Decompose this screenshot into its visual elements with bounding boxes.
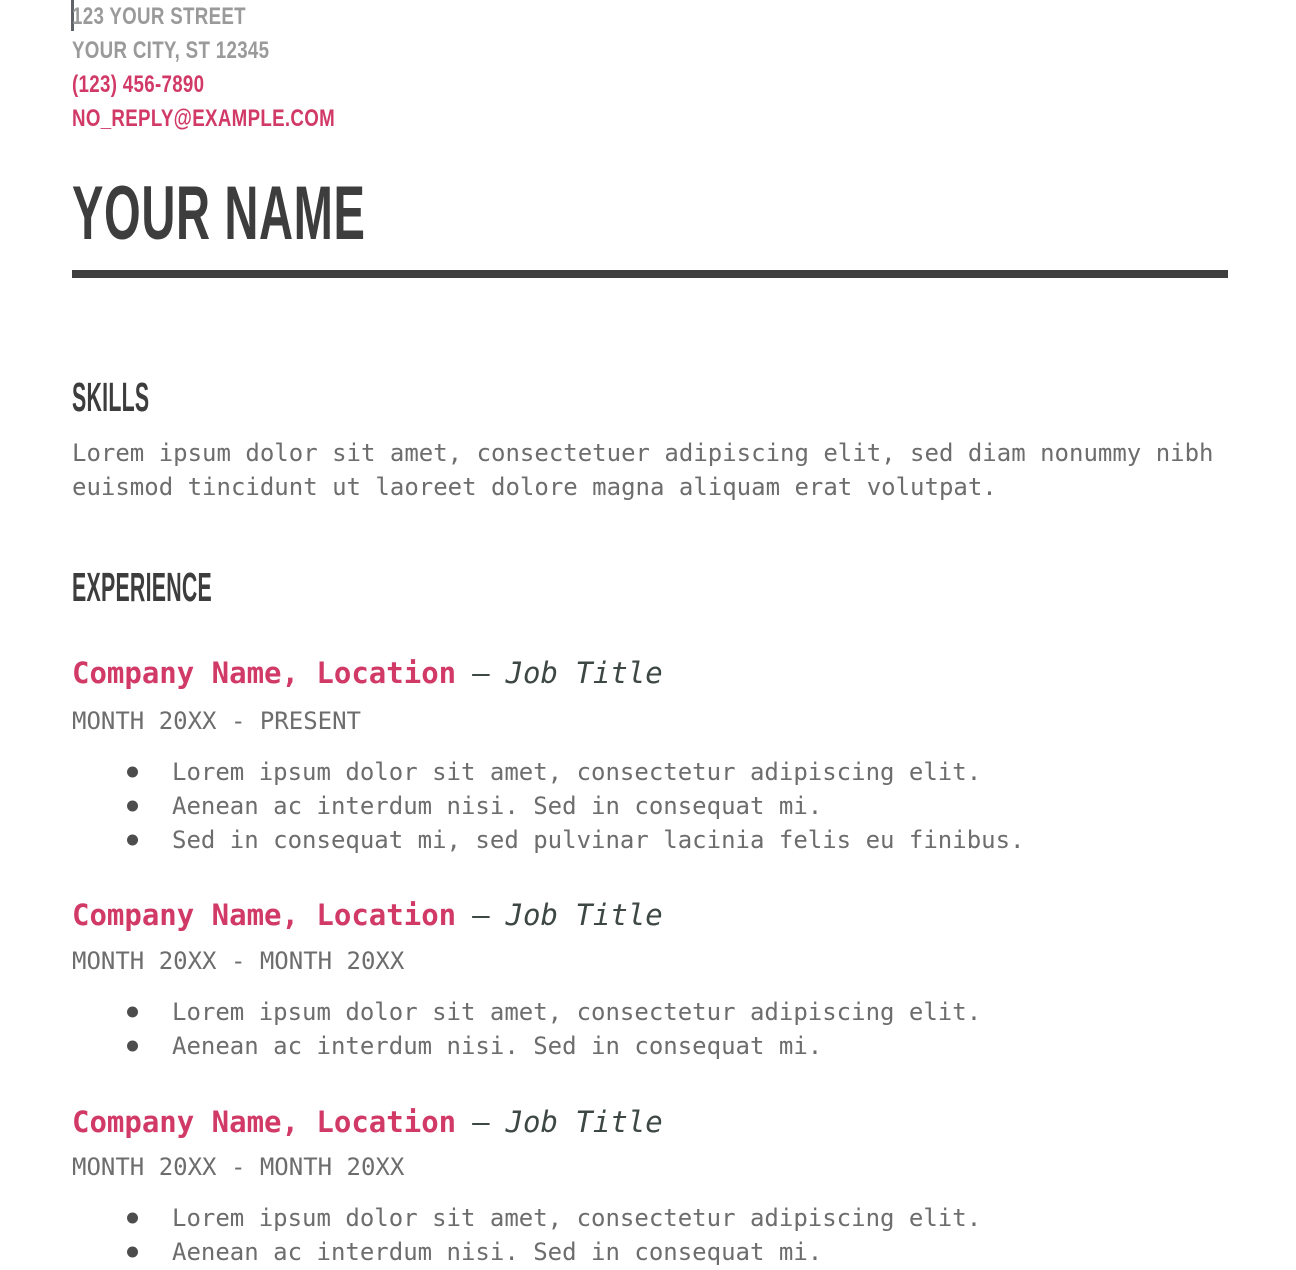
contact-phone [72,68,409,102]
contact-block [72,0,409,136]
job-dates: MONTH 20XX - MONTH 20XX [72,947,405,975]
company-name: Company Name, Location [72,656,457,690]
job-bullet: Lorem ipsum dolor sit amet, consectetur adipiscing elit. [72,995,1192,1029]
job-bullet: Aenean ac interdum nisi. Sed in consequat mi. [72,789,1192,823]
job-title: Job Title [505,1105,663,1139]
experience-section-heading [72,564,341,610]
job-header [72,1102,663,1142]
resume-name-heading [72,172,545,256]
job-dates: MONTH 20XX - MONTH 20XX [72,1153,405,1181]
job-bullet-list [72,995,1192,1063]
contact-phone-text: (123) 456-7890 [72,71,205,98]
contact-city [72,34,409,68]
job-bullet-list [72,755,1192,857]
contact-city-text: YOUR CITY, ST 12345 [72,37,270,64]
skills-heading-text: SKILLS [72,374,150,420]
company-title-separator: — [472,898,490,932]
job-bullet: Lorem ipsum dolor sit amet, consectetur adipiscing elit. [72,755,1192,789]
contact-email-text: NO_REPLY@EXAMPLE.COM [72,105,336,132]
skills-body-text: Lorem ipsum dolor sit amet, consectetuer adipiscing elit, sed diam nonummy nibh euismod tincidunt ut laoreet dolore magna aliquam erat volutpat. [72,439,1214,501]
job-bullet-list [72,1201,1192,1269]
company-name: Company Name, Location [72,898,457,932]
contact-email [72,102,409,136]
contact-street [72,0,409,34]
job-title: Job Title [505,898,663,932]
job-bullet: Sed in consequat mi, sed pulvinar lacinia felis eu finibus. [72,823,1192,857]
company-title-separator: — [472,1105,490,1139]
job-bullet: Aenean ac interdum nisi. Sed in consequat mi. [72,1235,1192,1269]
job-header [72,895,663,935]
job-bullet: Aenean ac interdum nisi. Sed in consequat mi. [72,1029,1192,1063]
skills-section-heading [72,374,221,420]
company-title-separator: — [472,656,490,690]
job-dates: MONTH 20XX - PRESENT [72,707,361,735]
job-title: Job Title [505,656,663,690]
resume-name-text: YOUR NAME [72,171,366,256]
name-divider-rule [72,270,1228,278]
job-header [72,653,663,693]
experience-heading-text: EXPERIENCE [72,564,213,610]
job-bullet: Lorem ipsum dolor sit amet, consectetur adipiscing elit. [72,1201,1192,1235]
contact-street-text: 123 YOUR STREET [72,3,246,30]
company-name: Company Name, Location [72,1105,457,1139]
